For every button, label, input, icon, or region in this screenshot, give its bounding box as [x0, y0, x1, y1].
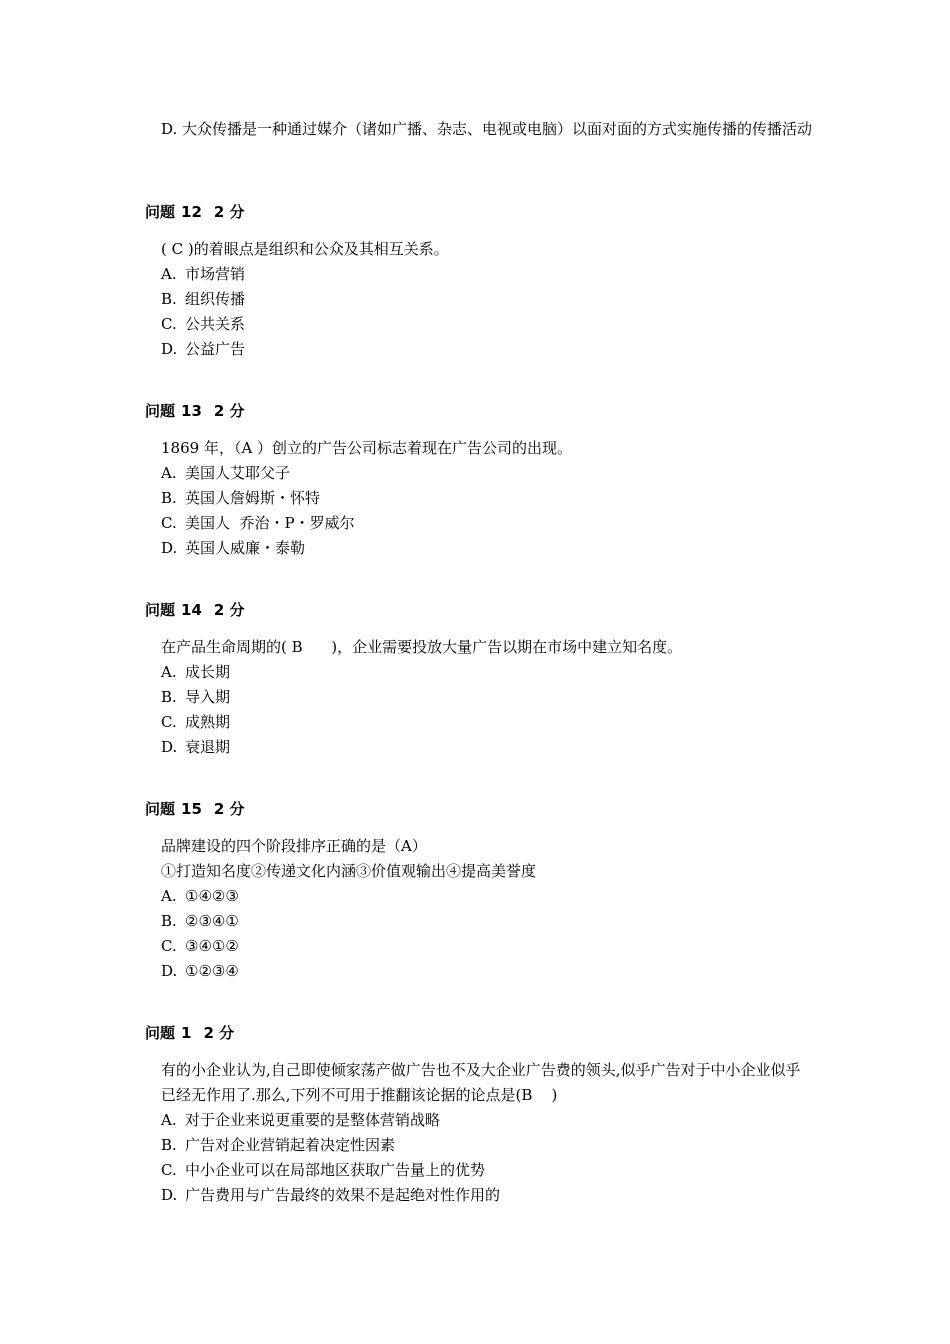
- question-block: [145, 599, 815, 760]
- option-a: A. 成长期: [161, 663, 231, 681]
- option-a: A. 对于企业来说更重要的是整体营销战略: [161, 1111, 441, 1129]
- question-number: 14: [181, 601, 202, 619]
- option-d: D. 衰退期: [161, 738, 231, 756]
- option-b: B. 英国人詹姆斯・怀特: [161, 489, 321, 507]
- question-stem: 在产品生命周期的( B )，企业需要投放大量广告以期在市场中建立知名度。: [161, 638, 683, 656]
- option-b: B. 广告对企业营销起着决定性因素: [161, 1136, 396, 1154]
- option-b: B. 导入期: [161, 688, 231, 706]
- question-block: [145, 201, 815, 362]
- option-d: D. 广告费用与广告最终的效果不是起绝对性作用的: [161, 1186, 501, 1204]
- question-block: [145, 798, 815, 984]
- previous-question-option-d: D. 大众传播是一种通过媒介（诸如广播、杂志、电视或电脑）以面对面的方式实施传播的传播活动: [161, 120, 813, 138]
- question-number: 13: [181, 402, 202, 420]
- question-header: [145, 798, 815, 820]
- option-a: A. 市场营销: [161, 265, 246, 283]
- question-body: [145, 834, 815, 984]
- question-body: [145, 635, 815, 760]
- question-number: 15: [181, 800, 202, 818]
- question-stem: 品牌建设的四个阶段排序正确的是（A）: [161, 837, 427, 855]
- option-d: D. 英国人威廉・泰勒: [161, 539, 306, 557]
- question-header: [145, 599, 815, 621]
- question-stem: ( C )的着眼点是组织和公众及其相互关系。: [161, 240, 449, 258]
- question-score: 2 分: [213, 800, 245, 818]
- question-label: 问题: [145, 1024, 176, 1042]
- option-c: C. 成熟期: [161, 713, 231, 731]
- question-block: [145, 400, 815, 561]
- question-score: 2 分: [213, 402, 245, 420]
- question-header: [145, 400, 815, 422]
- question-label: 问题: [145, 402, 176, 420]
- question-body: [145, 436, 815, 561]
- question-header: [145, 201, 815, 223]
- question-number: 1: [181, 1024, 192, 1042]
- option-b: B. ②③④①: [161, 912, 239, 930]
- question-stem-line-2: ①打造知名度②传递文化内涵③价值观输出④提高美誉度: [161, 862, 537, 880]
- option-d: D. 公益广告: [161, 340, 246, 358]
- question-label: 问题: [145, 203, 176, 221]
- question-stem: 1869 年，（A ）创立的广告公司标志着现在广告公司的出现。: [161, 439, 573, 457]
- option-c: C. 美国人 乔治・P・罗威尔: [161, 514, 355, 532]
- question-score: 2 分: [203, 1024, 235, 1042]
- option-a: A. 美国人艾耶父子: [161, 464, 291, 482]
- option-a: A. ①④②③: [161, 887, 239, 905]
- question-body: [145, 237, 815, 362]
- option-c: C. 公共关系: [161, 315, 246, 333]
- question-score: 2 分: [213, 203, 245, 221]
- question-stem: 有的小企业认为,自己即使倾家荡产做广告也不及大企业广告费的领头,似乎广告对于中小企业似乎已经无作用了.那么,下列不可用于推翻该论据的论点是(B ): [161, 1061, 801, 1104]
- question-header: [145, 1022, 815, 1044]
- option-d: D. ①②③④: [161, 962, 239, 980]
- option-b: B. 组织传播: [161, 290, 246, 308]
- question-block: [145, 1022, 815, 1208]
- question-label: 问题: [145, 601, 176, 619]
- option-c: C. ③④①②: [161, 937, 239, 955]
- question-score: 2 分: [213, 601, 245, 619]
- question-label: 问题: [145, 800, 176, 818]
- question-body: [145, 1058, 815, 1208]
- option-c: C. 中小企业可以在局部地区获取广告量上的优势: [161, 1161, 486, 1179]
- question-number: 12: [181, 203, 202, 221]
